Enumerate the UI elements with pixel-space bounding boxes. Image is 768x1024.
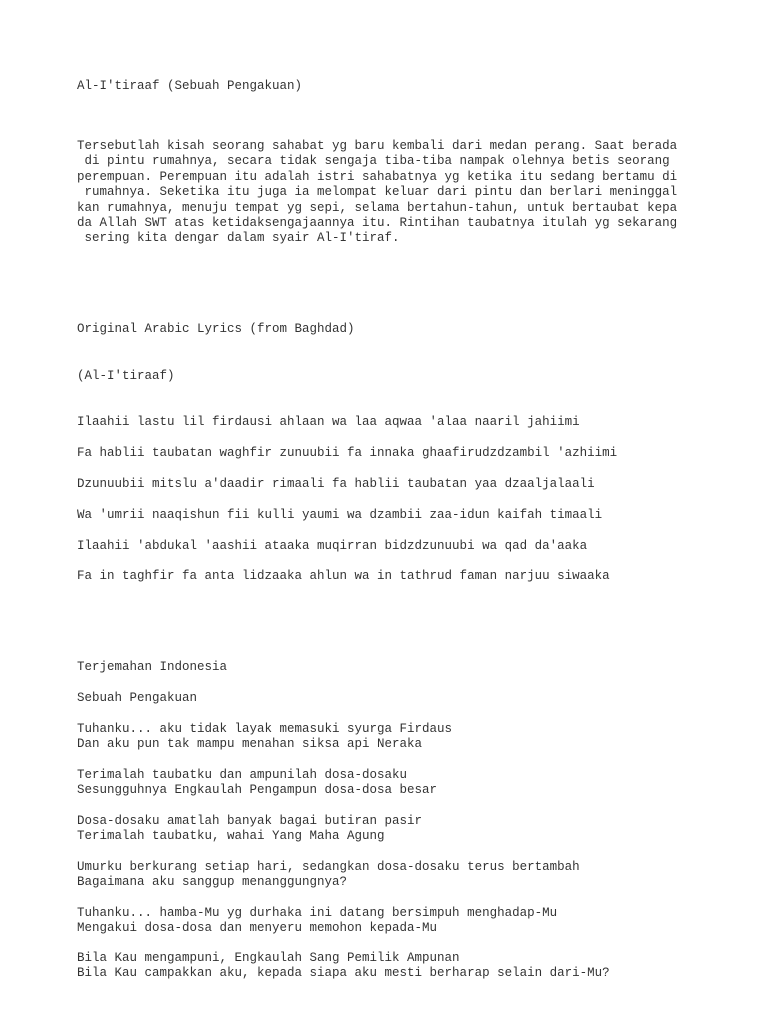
arabic-lyric-line: Fa hablii taubatan waghfir zunuubii fa innaka ghaafirudzdzambil 'azhiimi (77, 446, 618, 460)
intro-line: rumahnya. Seketika itu juga ia melompat keluar dari pintu dan berlari meninggal (77, 185, 678, 200)
document-title: Al-I'tiraaf (Sebuah Pengakuan) (77, 79, 303, 93)
translation-line: Umurku berkurang setiap hari, sedangkan dosa-dosaku terus bertambah (77, 860, 580, 874)
arabic-lyric-line: Ilaahii lastu lil firdausi ahlaan wa laa aqwaa 'alaa naaril jahiimi (77, 415, 580, 429)
arabic-lyric-line: Dzunuubii mitslu a'daadir rimaali fa hablii taubatan yaa dzaaljalaali (77, 477, 595, 491)
arabic-subheading: (Al-I'tiraaf) (77, 369, 175, 383)
translation-line: Bagaimana aku sanggup menanggungnya? (77, 875, 348, 890)
intro-line: sering kita dengar dalam syair Al-I'tiraf. (77, 231, 400, 246)
translation-line: Dosa-dosaku amatlah banyak bagai butiran pasir (77, 814, 423, 828)
intro-line: di pintu rumahnya, secara tidak sengaja tiba-tiba nampak olehnya betis seorang (77, 154, 670, 169)
translation-line: Terimalah taubatku, wahai Yang Maha Agung (77, 829, 385, 844)
arabic-lyric-line: Ilaahii 'abdukal 'aashii ataaka muqirran bidzdzunuubi wa qad da'aaka (77, 539, 588, 553)
translation-line: Bila Kau campakkan aku, kepada siapa aku mesti berharap selain dari-Mu? (77, 966, 610, 981)
intro-line: da Allah SWT atas ketidaksengajaannya itu. Rintihan taubatnya itulah yg sekarang (77, 216, 678, 230)
translation-line: Dan aku pun tak mampu menahan siksa api Neraka (77, 737, 423, 752)
arabic-lyric-line: Wa 'umrii naaqishun fii kulli yaumi wa dzambii zaa-idun kaifah timaali (77, 508, 603, 522)
arabic-lyric-line: Fa in taghfir fa anta lidzaaka ahlun wa in tathrud faman narjuu siwaaka (77, 569, 610, 583)
translation-line: Mengakui dosa-dosa dan menyeru memohon kepada-Mu (77, 921, 438, 936)
intro-line: kan rumahnya, menuju tempat yg sepi, selama bertahun-tahun, untuk bertaubat kepa (77, 200, 678, 215)
translation-heading: Terjemahan Indonesia (77, 660, 228, 674)
intro-line: perempuan. Perempuan itu adalah istri sahabatnya yg ketika itu sedang bertamu di (77, 169, 678, 184)
intro-line: Tersebutlah kisah seorang sahabat yg baru kembali dari medan perang. Saat berada (77, 139, 678, 153)
translation-line: Sesungguhnya Engkaulah Pengampun dosa-dosa besar (77, 783, 438, 798)
translation-line: Bila Kau mengampuni, Engkaulah Sang Pemilik Ampunan (77, 951, 460, 965)
translation-line: Tuhanku... aku tidak layak memasuki syurga Firdaus (77, 722, 453, 736)
translation-line: Terimalah taubatku dan ampunilah dosa-dosaku (77, 768, 408, 782)
arabic-heading: Original Arabic Lyrics (from Baghdad) (77, 322, 355, 336)
translation-line: Tuhanku... hamba-Mu yg durhaka ini datang bersimpuh menghadap-Mu (77, 906, 558, 920)
translation-subheading: Sebuah Pengakuan (77, 691, 198, 705)
